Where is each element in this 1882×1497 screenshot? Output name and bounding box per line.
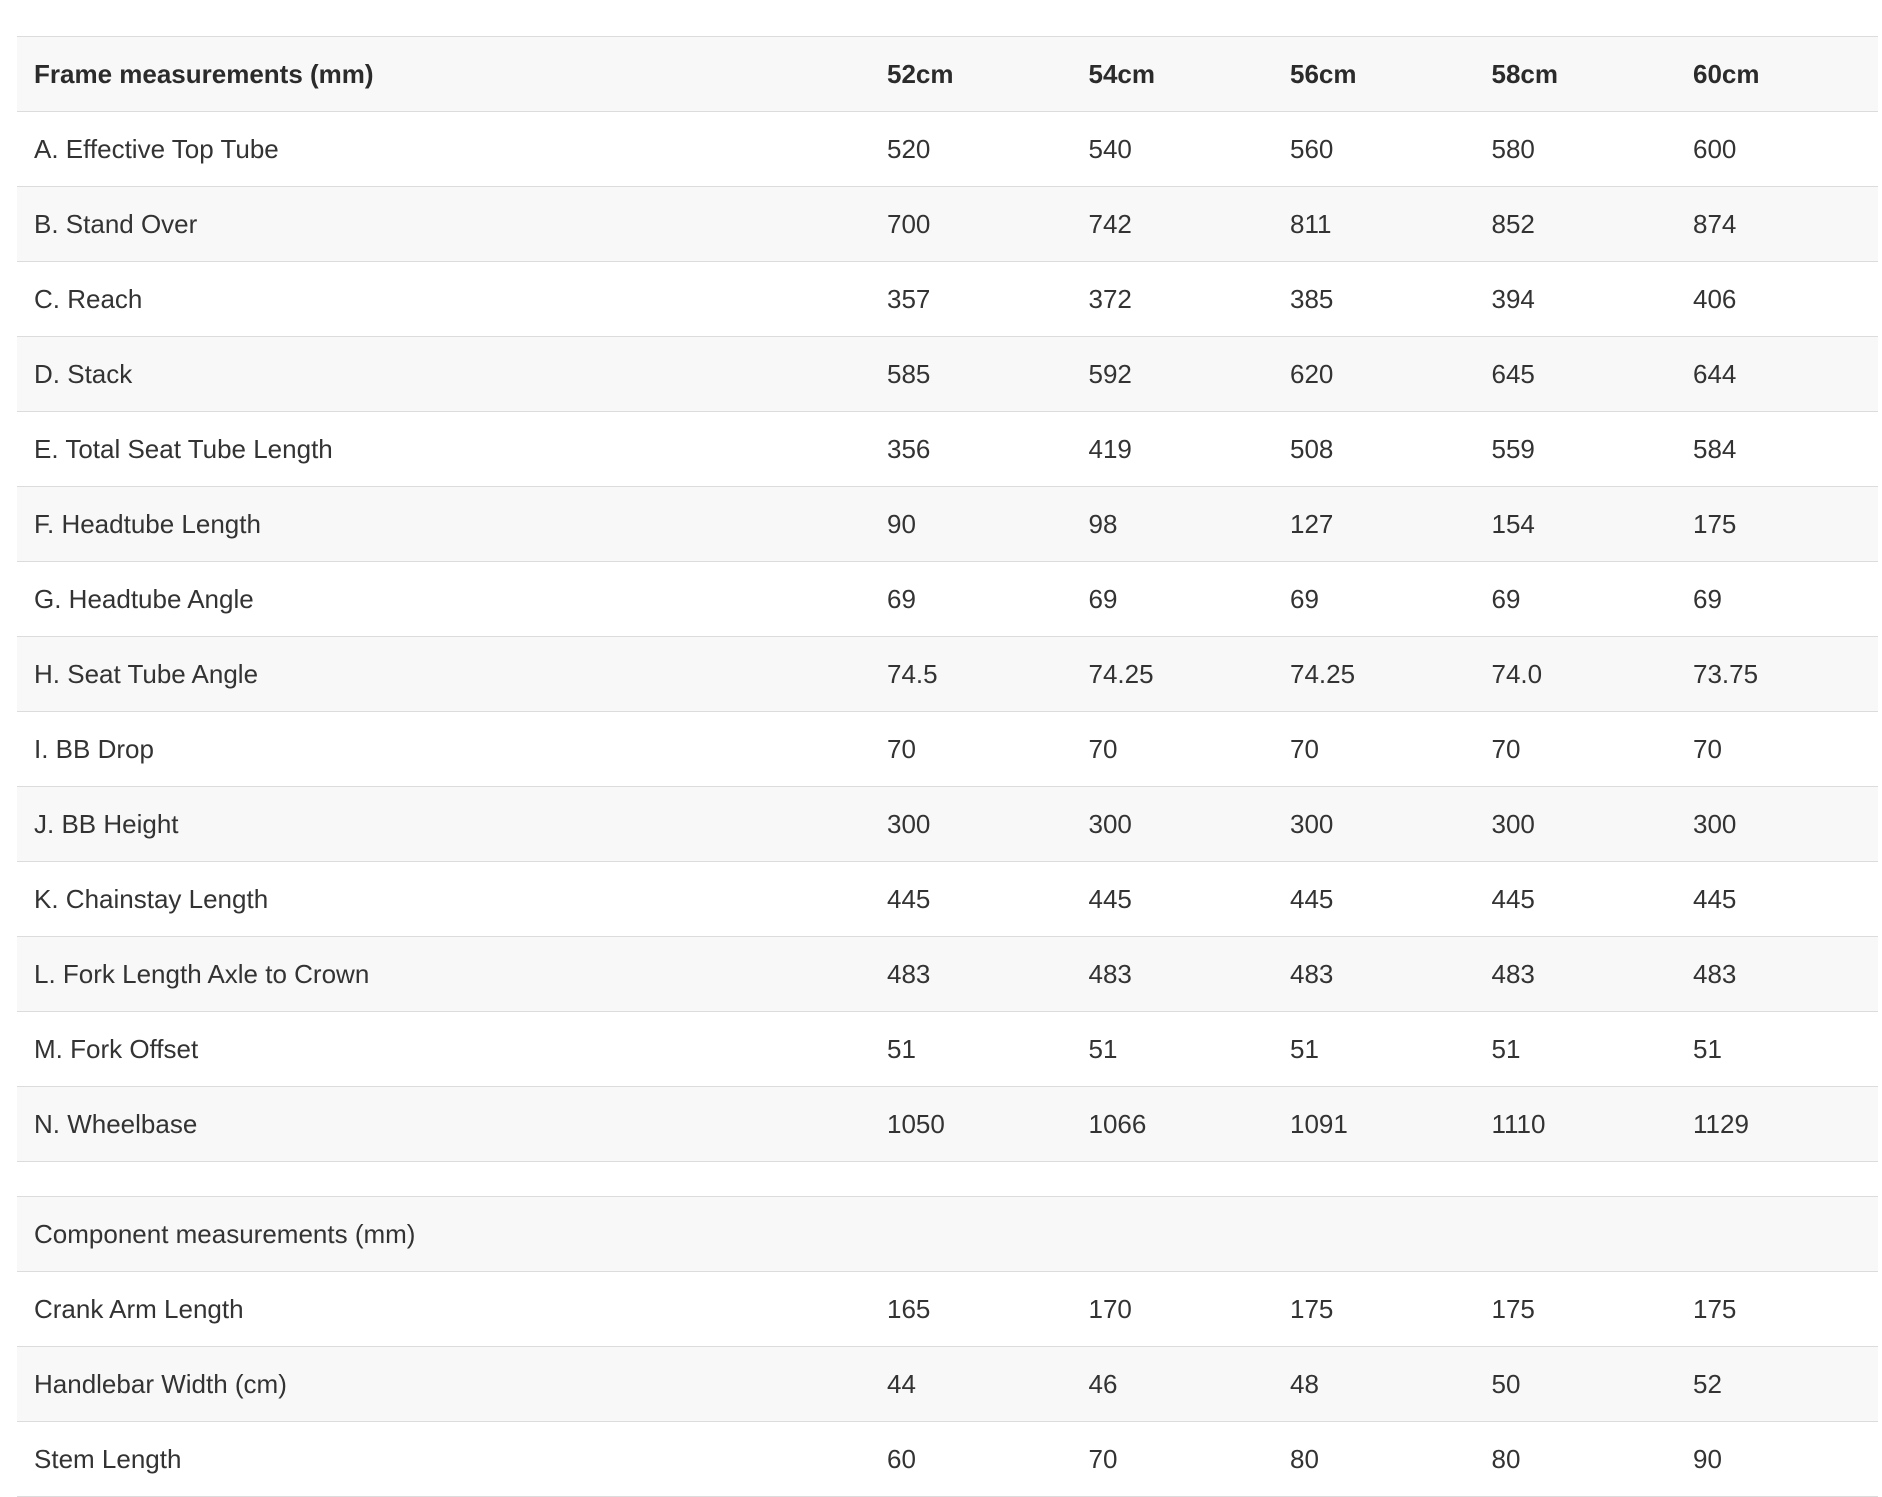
table-row	[17, 1272, 1878, 1347]
size-header-cell	[1676, 1197, 1878, 1272]
measurement-value: 1129	[1676, 1087, 1878, 1162]
table-row	[17, 337, 1878, 412]
measurement-value: 154	[1475, 487, 1677, 562]
measurement-value: 44	[870, 1347, 1072, 1422]
measurement-label: E. Total Seat Tube Length	[17, 412, 870, 487]
table-row	[17, 112, 1878, 187]
measurement-value: 811	[1273, 187, 1475, 262]
measurement-label: Handlebar Width (cm)	[17, 1347, 870, 1422]
measurement-value: 406	[1676, 262, 1878, 337]
table-row	[17, 262, 1878, 337]
measurement-value: 70	[1676, 712, 1878, 787]
measurement-value: 60	[870, 1422, 1072, 1497]
size-header-cell	[1475, 1197, 1677, 1272]
measurement-value: 483	[1273, 937, 1475, 1012]
measurement-value: 73.75	[1676, 637, 1878, 712]
table-row	[17, 862, 1878, 937]
measurement-value: 48	[1273, 1347, 1475, 1422]
measurement-value: 98	[1072, 487, 1274, 562]
measurement-value: 445	[1273, 862, 1475, 937]
measurement-value: 385	[1273, 262, 1475, 337]
measurement-value: 445	[1475, 862, 1677, 937]
measurement-value: 300	[1072, 787, 1274, 862]
measurement-value: 1050	[870, 1087, 1072, 1162]
frame-header-title: Frame measurements (mm)	[17, 37, 870, 112]
measurement-value: 300	[1273, 787, 1475, 862]
measurement-value: 69	[870, 562, 1072, 637]
size-header-cell	[1072, 1197, 1274, 1272]
measurement-value: 70	[1072, 712, 1274, 787]
measurement-value: 51	[1475, 1012, 1677, 1087]
table-row	[17, 187, 1878, 262]
measurement-value: 580	[1475, 112, 1677, 187]
table-row	[17, 1422, 1878, 1497]
measurement-label: F. Headtube Length	[17, 487, 870, 562]
measurement-label: D. Stack	[17, 337, 870, 412]
measurement-value: 74.25	[1072, 637, 1274, 712]
measurement-value: 620	[1273, 337, 1475, 412]
size-header-cell: 56cm	[1273, 37, 1475, 112]
measurement-value: 80	[1273, 1422, 1475, 1497]
size-header-cell	[870, 1197, 1072, 1272]
measurement-value: 445	[870, 862, 1072, 937]
measurement-value: 300	[1676, 787, 1878, 862]
measurement-label: L. Fork Length Axle to Crown	[17, 937, 870, 1012]
measurement-value: 644	[1676, 337, 1878, 412]
measurement-value: 394	[1475, 262, 1677, 337]
measurement-value: 372	[1072, 262, 1274, 337]
measurement-value: 74.0	[1475, 637, 1677, 712]
measurement-value: 127	[1273, 487, 1475, 562]
measurement-value: 600	[1676, 112, 1878, 187]
size-header-cell	[1273, 1197, 1475, 1272]
measurement-value: 69	[1273, 562, 1475, 637]
measurement-label: Stem Length	[17, 1422, 870, 1497]
table-row	[17, 637, 1878, 712]
measurement-value: 51	[1072, 1012, 1274, 1087]
measurement-label: A. Effective Top Tube	[17, 112, 870, 187]
measurement-value: 483	[1475, 937, 1677, 1012]
table-row	[17, 1012, 1878, 1087]
measurement-value: 69	[1072, 562, 1274, 637]
measurement-value: 90	[870, 487, 1072, 562]
size-header-cell: 52cm	[870, 37, 1072, 112]
measurement-value: 165	[870, 1272, 1072, 1347]
measurement-value: 560	[1273, 112, 1475, 187]
measurement-value: 1110	[1475, 1087, 1677, 1162]
measurement-value: 90	[1676, 1422, 1878, 1497]
component-measurements-table	[17, 1196, 1878, 1497]
measurement-label: I. BB Drop	[17, 712, 870, 787]
measurement-value: 445	[1676, 862, 1878, 937]
measurement-value: 645	[1475, 337, 1677, 412]
measurement-label: Crank Arm Length	[17, 1272, 870, 1347]
measurement-value: 300	[1475, 787, 1677, 862]
table-row	[17, 487, 1878, 562]
measurement-value: 419	[1072, 412, 1274, 487]
measurement-label: K. Chainstay Length	[17, 862, 870, 937]
component-header-row	[17, 1197, 1878, 1272]
measurement-value: 175	[1676, 487, 1878, 562]
table-row	[17, 1087, 1878, 1162]
measurement-value: 46	[1072, 1347, 1274, 1422]
measurement-value: 700	[870, 187, 1072, 262]
measurement-value: 70	[1475, 712, 1677, 787]
size-header-cell: 60cm	[1676, 37, 1878, 112]
frame-header-row	[17, 37, 1878, 112]
geometry-tables	[17, 36, 1868, 1497]
table-row	[17, 937, 1878, 1012]
measurement-value: 74.5	[870, 637, 1072, 712]
measurement-value: 592	[1072, 337, 1274, 412]
measurement-value: 69	[1676, 562, 1878, 637]
measurement-value: 874	[1676, 187, 1878, 262]
table-row	[17, 412, 1878, 487]
measurement-value: 175	[1273, 1272, 1475, 1347]
measurement-value: 540	[1072, 112, 1274, 187]
measurement-value: 742	[1072, 187, 1274, 262]
measurement-value: 585	[870, 337, 1072, 412]
measurement-label: N. Wheelbase	[17, 1087, 870, 1162]
measurement-value: 51	[1676, 1012, 1878, 1087]
measurement-value: 520	[870, 112, 1072, 187]
measurement-label: H. Seat Tube Angle	[17, 637, 870, 712]
measurement-value: 852	[1475, 187, 1677, 262]
component-header-title: Component measurements (mm)	[17, 1197, 870, 1272]
measurement-value: 356	[870, 412, 1072, 487]
measurement-value: 357	[870, 262, 1072, 337]
table-row	[17, 1347, 1878, 1422]
measurement-value: 1066	[1072, 1087, 1274, 1162]
frame-measurements-table	[17, 36, 1878, 1162]
measurement-value: 508	[1273, 412, 1475, 487]
measurement-label: J. BB Height	[17, 787, 870, 862]
measurement-value: 51	[1273, 1012, 1475, 1087]
measurement-value: 584	[1676, 412, 1878, 487]
measurement-value: 1091	[1273, 1087, 1475, 1162]
measurement-value: 175	[1475, 1272, 1677, 1347]
table-row	[17, 712, 1878, 787]
measurement-value: 70	[870, 712, 1072, 787]
measurement-value: 52	[1676, 1347, 1878, 1422]
table-row	[17, 787, 1878, 862]
measurement-label: C. Reach	[17, 262, 870, 337]
measurement-value: 80	[1475, 1422, 1677, 1497]
measurement-value: 69	[1475, 562, 1677, 637]
measurement-label: B. Stand Over	[17, 187, 870, 262]
size-header-cell: 58cm	[1475, 37, 1677, 112]
measurement-label: M. Fork Offset	[17, 1012, 870, 1087]
measurement-value: 483	[870, 937, 1072, 1012]
measurement-label: G. Headtube Angle	[17, 562, 870, 637]
table-gap	[17, 1162, 1868, 1196]
measurement-value: 74.25	[1273, 637, 1475, 712]
table-row	[17, 562, 1878, 637]
measurement-value: 70	[1072, 1422, 1274, 1497]
measurement-value: 175	[1676, 1272, 1878, 1347]
measurement-value: 170	[1072, 1272, 1274, 1347]
measurement-value: 483	[1072, 937, 1274, 1012]
measurement-value: 483	[1676, 937, 1878, 1012]
measurement-value: 445	[1072, 862, 1274, 937]
measurement-value: 300	[870, 787, 1072, 862]
size-header-cell: 54cm	[1072, 37, 1274, 112]
measurement-value: 50	[1475, 1347, 1677, 1422]
measurement-value: 559	[1475, 412, 1677, 487]
measurement-value: 51	[870, 1012, 1072, 1087]
measurement-value: 70	[1273, 712, 1475, 787]
